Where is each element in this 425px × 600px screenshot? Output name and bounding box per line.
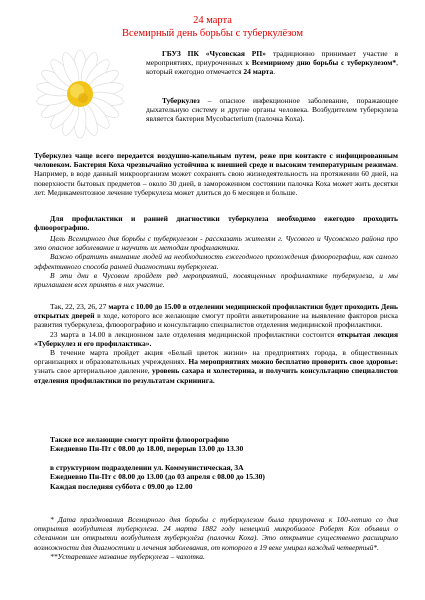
organization-name: ГБУЗ ПК «Чусовская РП»: [162, 49, 266, 58]
schedule-block: [34, 435, 398, 491]
goal-paragraph: Цель Всемирного дня борьбы с туберкулезом - рассказать жителям г. Чусового и Чусовского района про это опасное заболевание и научить их методам профилактики. Важно обратить внимание людей на необходимость ежегодного прохождения флюорографии, как самого эффективного способа ранней диагностики туберкулеза. В эти дни в Чусовом пройдет ряд мероприятий, посвященных профилактике туберкулеза, и мы приглашаем всех принять в них участие.: [34, 234, 398, 290]
event-date: 24 марта: [193, 15, 232, 26]
fluorography-paragraph: Для профилактики и ранней диагностики туберкулеза необходимо ежегодно проходить флюорографию.: [34, 214, 398, 233]
open-day-paragraph: Так, 22, 23, 26, 27 марта с 10.00 до 15.00 в отделении медицинской профилактики будет проходить День открытых дверей в ходе, которого все желающие смогут пройти анкетирование на выявление факторов риска развития туберкулеза, флюорографию и консультацию специалистов отделения медицинской профилактики. 23 марта в 14.00 в лекционном зале отделения медицинской профилактики состоится открытая лекция «Туберкулез и его профилактика». В течение марта пройдет акция «Белый цветок жизни» на предприятиях города, в общественных организациях и образовательных учреждениях. На мероприятиях можно бесплатно проверить свое здоровье: узнать свое артериальное давление, уровень сахара и холестерина, и получить консультацию специалистов отделения профилактики по результатам скрининга.: [34, 302, 399, 385]
schedule-line-2: Ежедневно Пн-Пт с 08.00 до 18.00, перерыв 13.00 до 13.30: [50, 444, 244, 454]
schedule-line-3: в структурном подразделении ул. Коммунистическая, 3А: [50, 462, 244, 472]
footnote-1: * Дата празднования Всемирного дня борьбы с туберкулезом была приурочена к 100-летию со дня открытия возбудителя туберкулеза. 24 марта 1882 году немецкий микробиолог Роберт Кох объявил о сделанном им открытии возбудителя туберкулёза (палочки Коха). Это открытие существенно расширило возможности для диагностики и лечения заболевания, от которого в 19 веке умирал каждый четвертый*.: [34, 515, 398, 552]
tuberculosis-paragraph-rest: Туберкулез чаще всего передается воздушно-капельным путем, реже при контакте с инфицированным человеком. Бактерия Коха чрезвычайно устойчива к внешней среде и высоким температурным режимам. Например, в воде данный микроорганизм может сохранять свою жизнедеятельность на протяжении 60 дней, на поверхности бытовых предметов – около 30 дней, в замороженном состоянии палочка Коха может жить десятки лет. Медикаментозное лечение туберкулеза может длиться до 6 месяцев и больше.: [34, 151, 398, 197]
schedule-line-4: Ежедневно Пн-Пт с 08.00 до 13.00 (до 03 апреля с 08.00 до 15.30): [50, 472, 265, 482]
schedule-line-1: Также все желающие смогут пройти флюорографию: [50, 435, 229, 444]
tuberculosis-paragraph-top: Туберкулез – опасное инфекционное заболевание, поражающее дыхательную систему и другие органы человека. Возбудителем туберкулеза является бактерия Mycobacterium (палочка Коха).: [146, 96, 398, 124]
footnotes: [34, 515, 398, 561]
schedule-line-5: Каждая последняя суббота с 09.00 до 12.00: [50, 481, 193, 491]
intro-paragraph: ГБУЗ ПК «Чусовская РП» традиционно принимает участие в мероприятиях, приуроченных к Всемирному дню борьбы с туберкулезом*, который ежегодно отмечается 24 марта.: [146, 49, 399, 77]
page-title: Всемирный день борьбы с туберкулёзом: [122, 28, 303, 39]
chamomile-flower-icon: [34, 49, 126, 141]
footnote-2: **Устаревшее название туберкулеза – чахотка.: [50, 551, 205, 561]
